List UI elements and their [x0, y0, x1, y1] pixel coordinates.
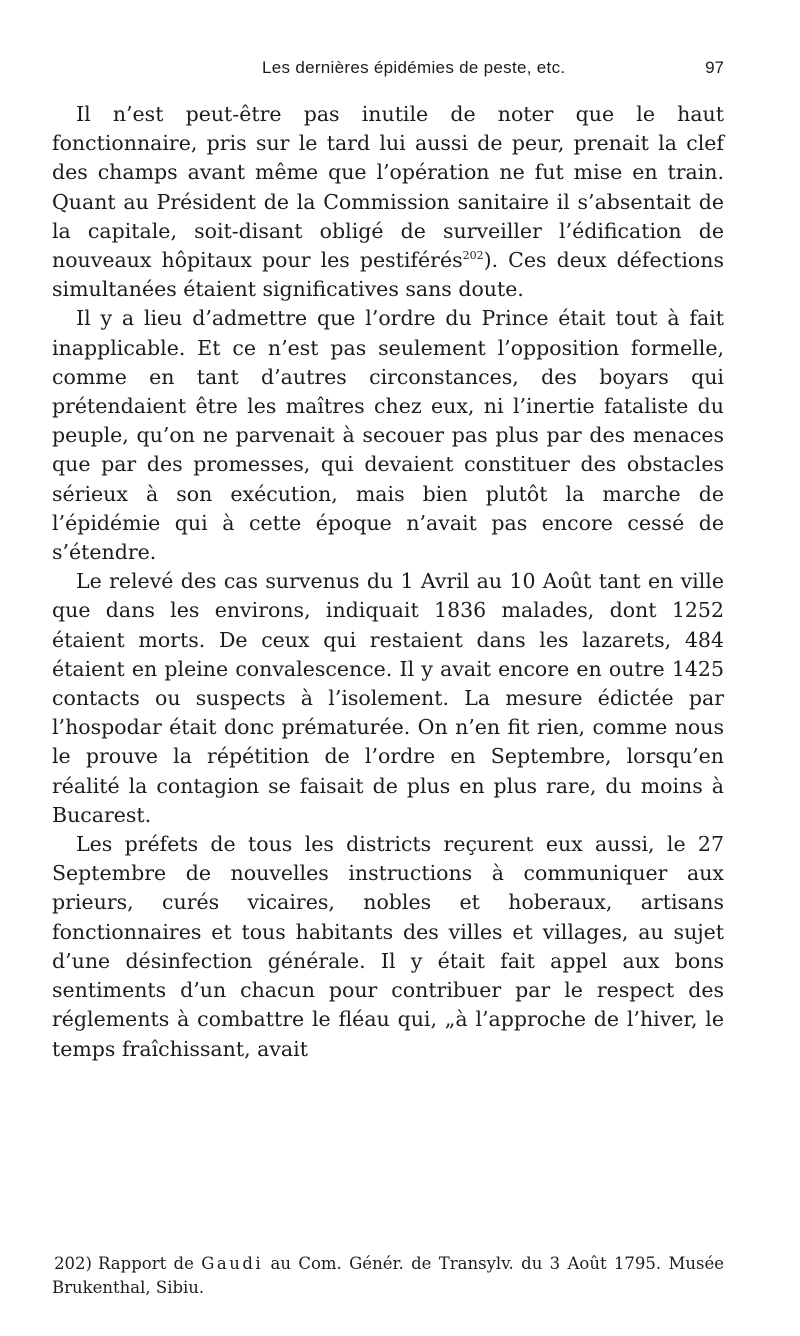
paragraph-1 [52, 100, 724, 304]
footnote-number: 202) [54, 1254, 92, 1273]
body-text [52, 100, 724, 1064]
footnote-author: Gaudi [201, 1254, 264, 1273]
footnote [52, 1252, 724, 1300]
paragraph-2: Il y a lieu d’admettre que l’ordre du Prince était tout à fait inapplicable. Et ce n’est pas seulement l’opposition formelle, comme en tant d’autres circonstances, des boyars qui prétendaient être les maîtres chez eux, ni l’inertie fataliste du peuple, qu’on ne parvenait à secouer pas plus par des menaces que par des promesses, qui devaient constituer des obstacles sérieux à son exécution, mais bien plutôt la marche de l’épidémie qui à cette époque n’avait pas encore cessé de s’étendre. [52, 306, 724, 565]
paragraph-4: Les préfets de tous les districts reçurent eux aussi, le 27 Septembre de nouvelles instructions à communiquer aux prieurs, curés vicaires, nobles et hoberaux, artisans fonctionnaires et tous habitants des villes et villages, au sujet d’une désinfection générale. Il y était fait appel aux bons sentiments d’un chacun pour contribuer par le respect des réglements à combattre le fléau qui, „à l’approche de l’hiver, le temps fraîchissant, avait [52, 832, 724, 1061]
paragraph-3: Le relevé des cas survenus du 1 Avril au 10 Août tant en ville que dans les environs, indiquait 1836 malades, dont 1252 étaient morts. De ceux qui restaient dans les lazarets, 484 étaient en pleine convalescence. Il y avait encore en outre 1425 contacts ou suspects à l’isolement. La mesure édictée par l’hospodar était donc prématurée. On n’en fit rien, comme nous le prouve la répétition de l’ordre en Septembre, lorsqu’en réalité la contagion se faisait de plus en plus rare, du moins à Bucarest. [52, 569, 724, 827]
footnote-text-end: au Com. Génér. de Transylv. du 3 Août 1795. Musée Brukenthal, Sibiu. [52, 1254, 725, 1297]
paragraph-1-text-end: ). Ces deux défections simultanées étaient significatives sans doute. [52, 248, 724, 302]
paragraph-1-text: Il n’est peut-être pas inutile de noter que le haut fonctionnaire, pris sur le tard lui aussi de peur, prenait la clef des champs avant même que l’opération ne fut mise en train. Quant au Président de la Commission sanitaire il s’absentait de la capitale, soit-disant obligé de surveiller l’édification de nouveaux hôpitaux pour les pestiférés [52, 102, 724, 273]
running-title: Les dernières épidémies de peste, etc. [262, 58, 566, 77]
footnote-text-start: Rapport de [98, 1254, 194, 1273]
page-number: 97 [705, 58, 724, 77]
book-page [52, 0, 724, 1336]
footnote-reference: 202 [462, 249, 484, 263]
running-header [52, 58, 724, 84]
